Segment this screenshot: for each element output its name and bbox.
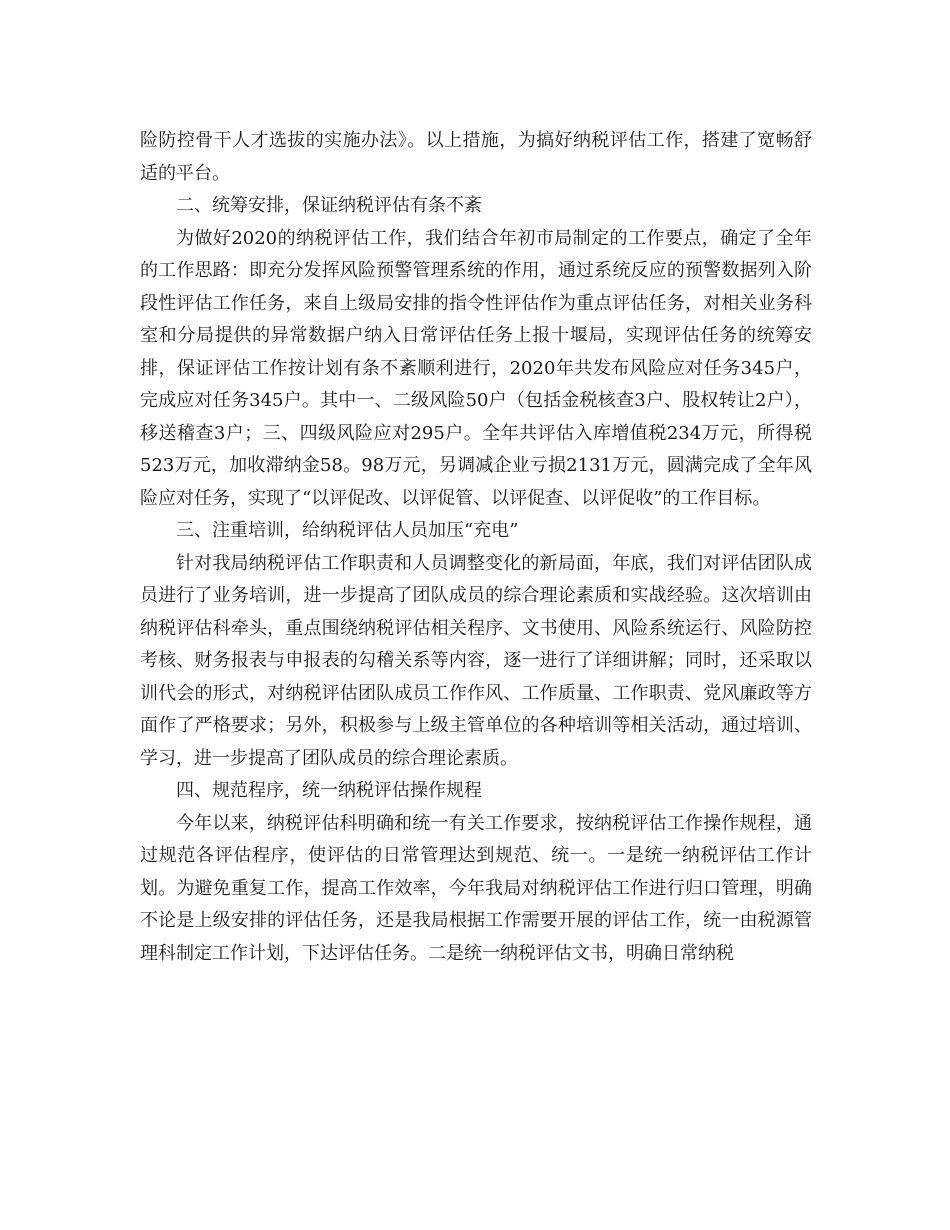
section-heading-4: 四、规范程序，统一纳税评估操作规程 xyxy=(176,780,482,801)
paragraph-section-2: 为做好2020的纳税评估工作，我们结合年初市局制定的工作要点，确定了全年的工作思路：即充分发挥风险预警管理系统的作用，通过系统反应的预警数据列入阶段性评估工作任务，来自上级局安排的指令性评估作为重点评估任务，对相关业务科室和分局提供的异常数据户纳入日常评估任务上报十堰局，实现评估任务的统筹安排，保证评估工作按计划有条不紊顺利进行，2020年共发布风险应对任务345户，完成应对任务345户。其中一、二级风险50户（包括金税核查3户、股权转让2户），移送稽查3户；三、四级风险应对295户。全年共评估入库增值税234万元，所得税523万元，加收滞纳金58。98万元，另调减企业亏损2131万元，圆满完成了全年风险应对任务，实现了“以评促改、以评促管、以评促查、以评促收”的工作目标。 xyxy=(140,227,812,509)
section-heading-3: 三、注重培训，给纳税评估人员加压“充电” xyxy=(176,520,519,541)
document-body xyxy=(140,125,812,970)
paragraph-section-4: 今年以来，纳税评估科明确和统一有关工作要求，按纳税评估工作操作规程，通过规范各评估程序，使评估的日常管理达到规范、统一。一是统一纳税评估工作计划。为避免重复工作，提高工作效率，今年我局对纳税评估工作进行归口管理，明确不论是上级安排的评估任务，还是我局根据工作需要开展的评估工作，统一由税源管理科制定工作计划，下达评估任务。二是统一纳税评估文书，明确日常纳税 xyxy=(140,812,812,964)
paragraph-section-3: 针对我局纳税评估工作职责和人员调整变化的新局面，年底，我们对评估团队成员进行了业务培训，进一步提高了团队成员的综合理论素质和实战经验。这次培训由纳税评估科牵头，重点围绕纳税评估相关程序、文书使用、风险系统运行、风险防控考核、财务报表与申报表的勾稽关系等内容，逐一进行了详细讲解；同时，还采取以训代会的形式，对纳税评估团队成员工作作风、工作质量、工作职责、党风廉政等方面作了严格要求；另外，积极参与上级主管单位的各种培训等相关活动，通过培训、学习，进一步提高了团队成员的综合理论素质。 xyxy=(140,552,812,769)
section-heading-2: 二、统筹安排，保证纳税评估有条不紊 xyxy=(176,195,482,216)
paragraph-continuation: 险防控骨干人才选拔的实施办法》。以上措施，为搞好纳税评估工作，搭建了宽畅舒适的平台。 xyxy=(140,130,812,184)
